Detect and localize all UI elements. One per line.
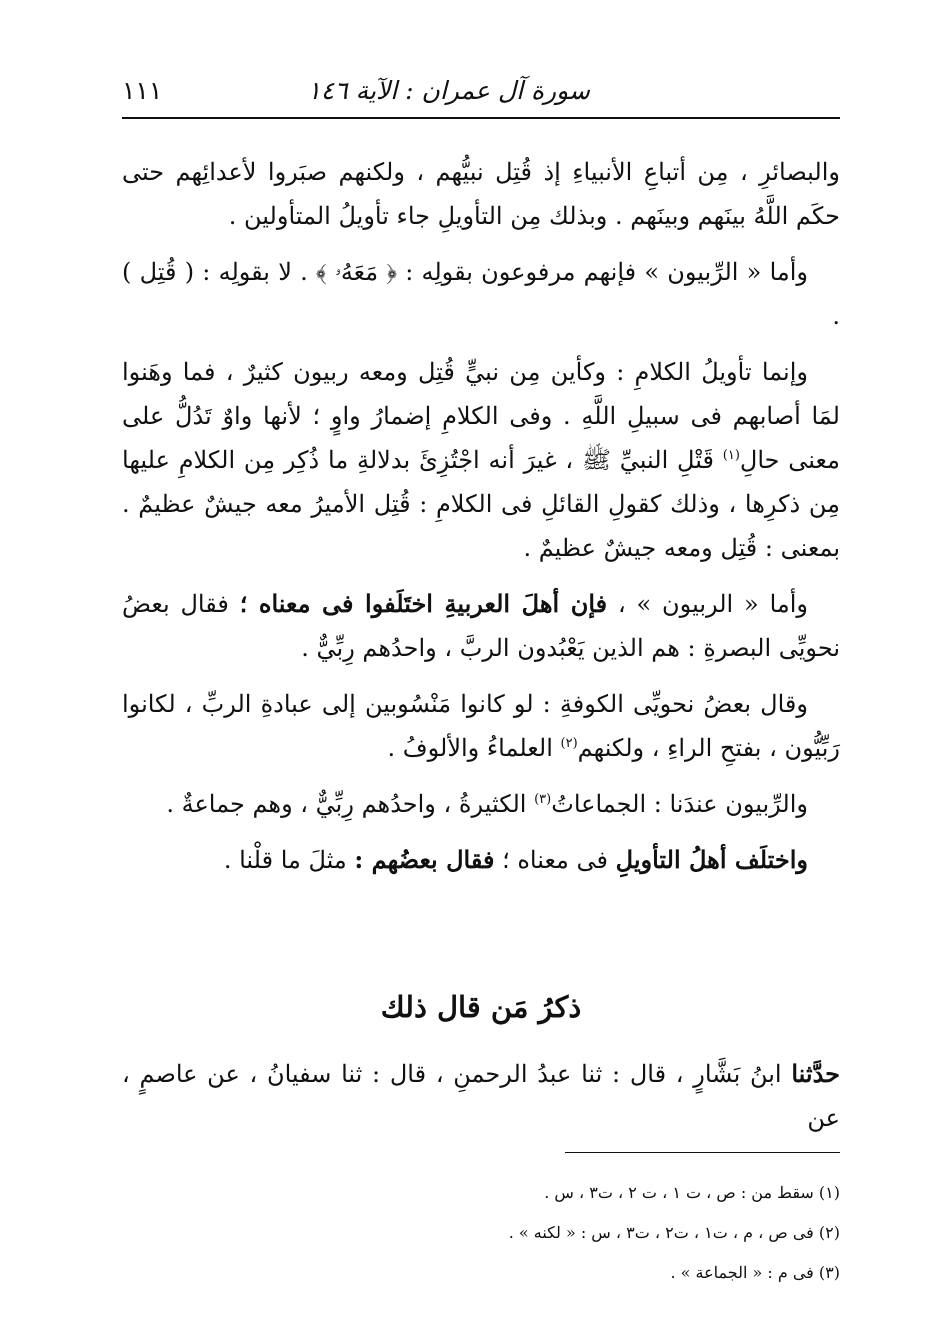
footnote-2: (٢) فى ص ، م ، ت١ ، ت٢ ، ت٣ ، س : « لكنه » . <box>508 1223 840 1242</box>
footnote-ref-2: (٢) <box>560 736 578 751</box>
footnote-ref-3: (٣) <box>534 792 552 807</box>
footnote-ref-1: (١) <box>722 448 740 463</box>
paragraph-2 <box>122 250 840 338</box>
section-heading: ذكرُ مَن قال ذلك <box>380 990 582 1024</box>
paragraph-6-text-a: والرِّبيون عندَنا : الجماعاتُ <box>551 790 808 818</box>
footnotes <box>122 1173 840 1293</box>
paragraph-4 <box>122 582 840 670</box>
paragraph-2-text: وأما « الرِّبيون » فإنهم مرفوعون بقولِه : ﴿ مَعَهُۥ ﴾ . لا بقولِه : ( قُتِل ) . <box>122 258 840 330</box>
paragraph-1 <box>122 150 840 238</box>
paragraph-7-bold-b: فقال بعضُهم : <box>354 845 495 874</box>
paragraph-7 <box>122 838 840 882</box>
page-number: ١١١ <box>122 76 163 105</box>
footnote-1: (١) سقط من : ص ، ت ١ ، ت ٢ ، ت٣ ، س . <box>544 1183 840 1202</box>
main-text <box>122 150 840 894</box>
paragraph-6 <box>122 782 840 826</box>
paragraph-5 <box>122 682 840 770</box>
hadith-chain-text: ابنُ بَشَّارٍ ، قال : ثنا عبدُ الرحمنِ ، قال : ثنا سفيانُ ، عن عاصمٍ ، عن <box>122 1060 840 1132</box>
paragraph-7-text-b: مثلَ ما قلْنا . <box>223 846 347 874</box>
paragraph-1-text: والبصائرِ ، مِن أتباعِ الأنبياءِ إذ قُتِل نبيُّهم ، ولكنهم صبَروا لأعدائِهم حتى حكَم اللَّهُ بينَهم وبينَهم . وبذلك مِن التأويلِ جاء تأويلُ المتأولين . <box>122 158 840 230</box>
paragraph-4-bold: فإن أهلَ العربيةِ اختَلَفوا فى معناه ؛ <box>239 589 608 618</box>
paragraph-5-text-b: العلماءُ والألوفُ . <box>387 734 553 762</box>
running-header <box>122 70 840 110</box>
paragraph-7-text-a: فى معناه ؛ <box>502 846 609 874</box>
paragraph-5-text-a: وقال بعضُ نحويِّى الكوفةِ : لو كانوا مَنْسُوبين إلى عبادةِ الربِّ ، لكانوا رَبِّيُّون ، بفتحِ الراءِ ، ولكنهم <box>122 690 840 762</box>
paragraph-4-text-b: فقال بعضُ نحويِّى البصرةِ : هم الذين يَعْبُدون الربَّ ، واحدُهم رِبِّيٌّ . <box>122 590 840 662</box>
footnote-rule <box>565 1152 840 1153</box>
paragraph-3-text-a: وإنما تأويلُ الكلامِ : وكأين مِن نبيٍّ قُتِل ومعه ربيون كثيرٌ ، فما وهَنوا لمَا أصابهم فى سبيلِ اللَّهِ . وفى الكلامِ إضمارُ واوٍ ؛ لأنها واوٌ تَدُلُّ على معنى حالِ <box>122 358 840 474</box>
paragraph-6-text-b: الكثيرةُ ، واحدُهم رِبِّيٌّ ، وهم جماعةٌ . <box>166 790 527 818</box>
hadith-chain-line <box>122 1052 840 1140</box>
header-rule <box>122 117 840 119</box>
paragraph-3-text-b: قَتْلِ النبيِّ ﷺ ، غيرَ أنه اجْتُزِئَ بدلالةِ ما ذُكِر مِن الكلامِ عليها مِن ذكرِها ، وذلك كقولِ القائلِ فى الكلامِ : قُتِل الأميرُ معه جيشٌ عظيمٌ . بمعنى : قُتِل ومعه جيشٌ عظيمٌ . <box>122 446 840 562</box>
paragraph-4-text-a: وأما « الربيون » ، <box>617 590 808 618</box>
running-title: سورة آل عمران : الآية ١٤٦ <box>307 76 590 105</box>
paragraph-7-bold-a: واختلَف أهلُ التأويلِ <box>615 845 808 874</box>
paragraph-3 <box>122 350 840 570</box>
hadith-chain-bold: حدَّثنا <box>791 1059 841 1088</box>
footnote-3: (٣) فى م : « الجماعة » . <box>670 1263 840 1282</box>
